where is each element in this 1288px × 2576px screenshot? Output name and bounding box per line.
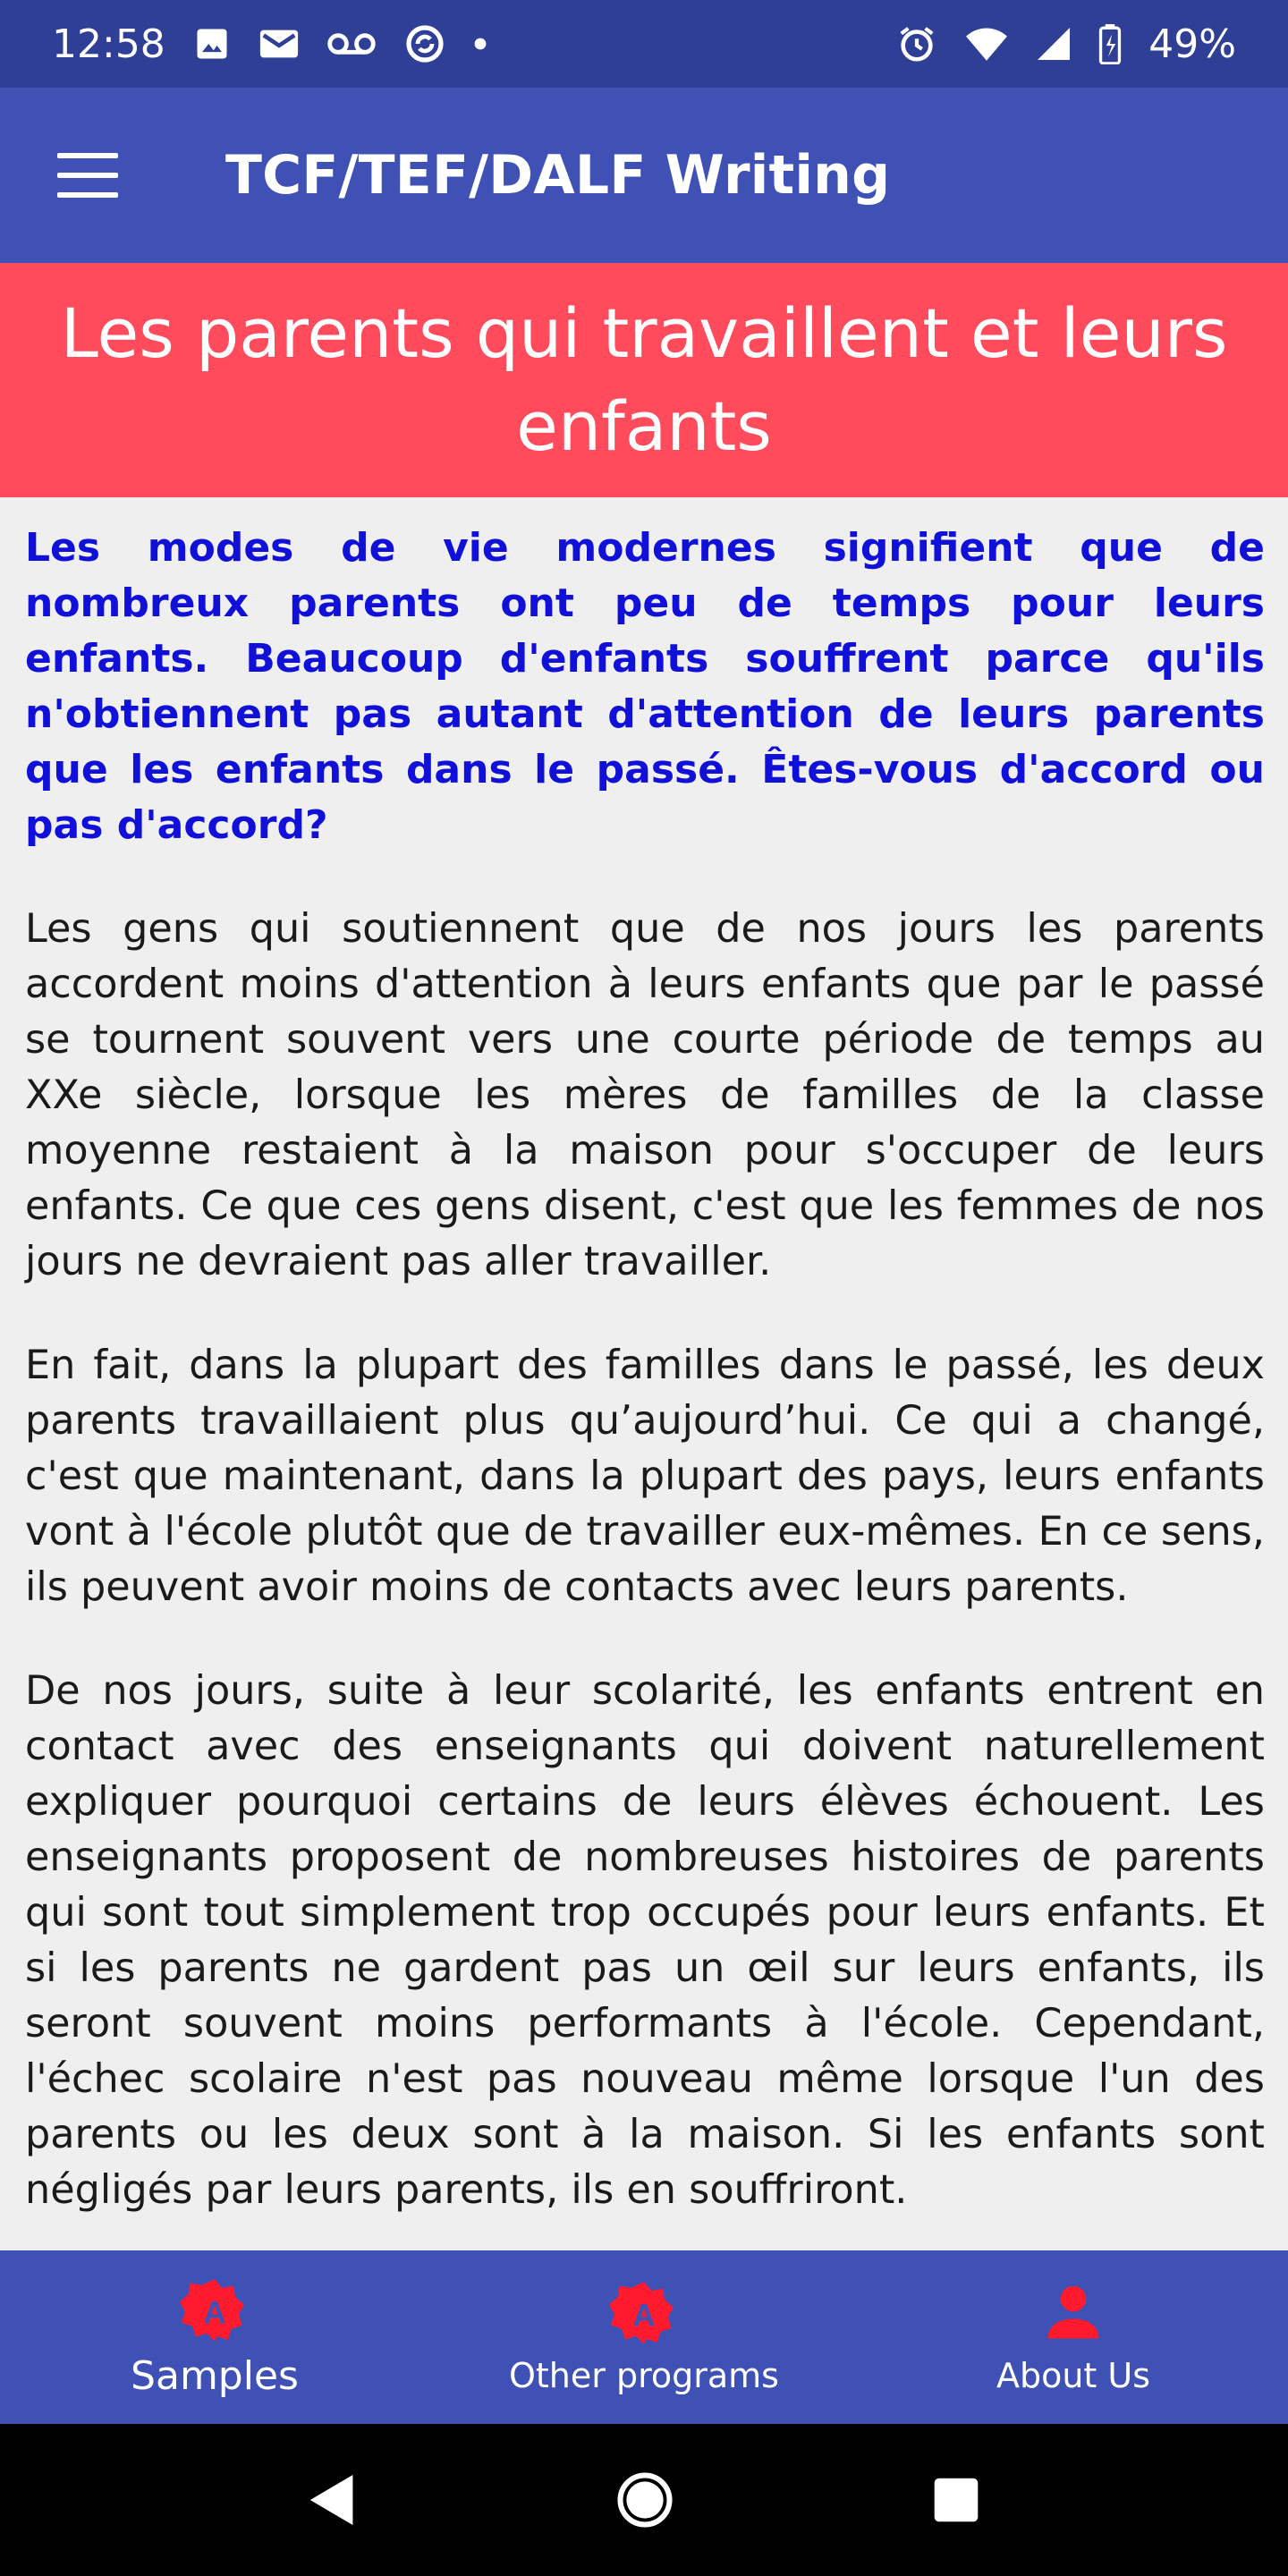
- nav-label-other-programs: Other programs: [509, 2356, 779, 2395]
- sync-icon: [403, 22, 446, 65]
- signal-icon: [1036, 25, 1072, 63]
- status-bar: [0, 0, 1288, 88]
- paragraph-2: En fait, dans la plupart des familles dans le passé, les deux parents travaillaient plus qu’aujourd’hui. Ce qui a changé, c'est que maintenant, dans la plupart des pays, leurs enfants vont à l'école plutôt que de travailler eux-mêmes. En ce sens, ils peuvent avoir moins de contacts avec leurs parents.: [25, 1343, 1265, 1610]
- article-content: [25, 521, 1265, 2267]
- nav-about-us[interactable]: [859, 2250, 1288, 2424]
- article-title: Les parents qui travaillent et leurs enfants: [0, 263, 1288, 497]
- badge-a-icon: [181, 2276, 249, 2344]
- paragraph-1: Les gens qui soutiennent que de nos jours les parents accordent moins d'attention à leurs enfants que par le passé se tournent souvent vers une courte période de temps au XXe siècle, lorsque les mères de familles de la classe moyenne restaient à la maison pour s'occuper de leurs enfants. Ce que ces gens disent, c'est que les femmes de nos jours ne devraient pas aller travailler.: [25, 906, 1265, 1284]
- svg-text:A: A: [203, 2294, 226, 2330]
- status-time: 12:58: [52, 21, 165, 67]
- back-icon[interactable]: [308, 2472, 358, 2528]
- badge-a-icon: [610, 2279, 678, 2347]
- app-title: TCF/TEF/DALF Writing: [225, 144, 891, 207]
- app-bar: [0, 88, 1288, 263]
- voicemail-icon: [326, 30, 377, 57]
- essay-question: Les modes de vie modernes signifient que de nombreux parents ont peu de temps pour leurs enfants. Beaucoup d'enfants souffrent parce qu'ils n'obtiennent pas autant d'attention de leurs parents que les enfants dans le passé. Êtes-vous d'accord ou pas d'accord?: [25, 525, 1265, 848]
- status-right: [896, 21, 1236, 67]
- home-icon[interactable]: [615, 2470, 674, 2529]
- recents-icon[interactable]: [932, 2476, 980, 2524]
- hamburger-menu-icon[interactable]: [57, 153, 118, 198]
- alarm-icon: [896, 23, 937, 64]
- person-icon: [1039, 2279, 1107, 2347]
- system-navigation-bar: [0, 2424, 1288, 2576]
- dot-icon: [473, 37, 487, 51]
- nav-other-programs[interactable]: [429, 2250, 859, 2424]
- status-left: [52, 21, 487, 67]
- nav-samples[interactable]: [0, 2250, 429, 2424]
- nav-label-samples: Samples: [131, 2352, 299, 2399]
- wifi-icon: [964, 25, 1009, 63]
- bottom-navigation: [0, 2250, 1288, 2424]
- image-icon: [192, 24, 232, 64]
- paragraph-3: De nos jours, suite à leur scolarité, les enfants entrent en contact avec des enseignants qui doivent naturellement expliquer pourquoi certains de leurs élèves échouent. Les enseignants proposent de nombreuses histoires de parents qui sont tout simplement trop occupés pour leurs enfants. Et si les parents ne gardent pas un œil sur leurs enfants, ils seront souvent moins performants à l'école. Cependant, l'échec scolaire n'est pas nouveau même lorsque l'un des parents ou les deux sont à la maison. Si les enfants sont négligés par leurs parents, ils en souffriront.: [25, 1668, 1265, 2213]
- nav-label-about-us: About Us: [996, 2356, 1151, 2395]
- battery-percent: 49%: [1148, 21, 1236, 67]
- gmail-icon: [258, 26, 300, 62]
- svg-text:A: A: [632, 2298, 656, 2334]
- battery-icon: [1098, 23, 1122, 64]
